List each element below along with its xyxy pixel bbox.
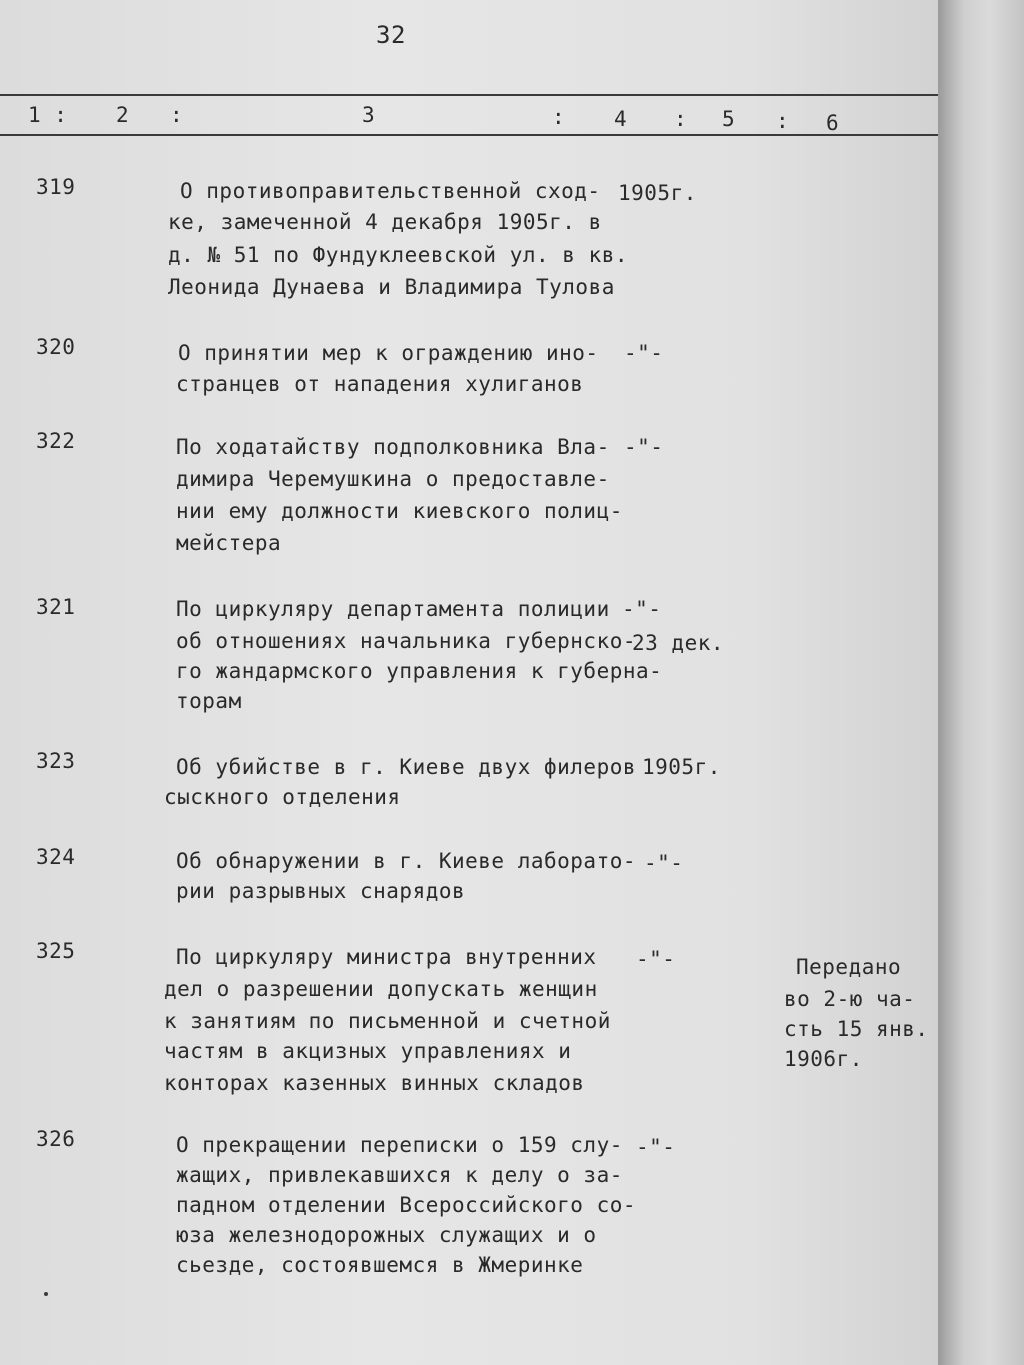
underlying-page-edge: [938, 0, 1024, 1365]
entry-number: 319: [36, 175, 76, 199]
entry-note-line: Передано: [796, 955, 902, 979]
entry-title-line: об отношениях начальника губернско-: [176, 629, 637, 653]
entry-date: -"-: [624, 341, 664, 365]
entry-title-line: падном отделении Всероссийского со-: [176, 1193, 637, 1217]
entry-date: 23 дек.: [632, 631, 725, 655]
entry-title-line: По циркуляру департамента полиции: [176, 597, 610, 621]
entry-title-line: торам: [176, 689, 242, 713]
entry-note-line: во 2-ю ча-: [784, 987, 916, 1011]
entry-title-line: По ходатайству подполковника Вла-: [176, 435, 610, 459]
entry-title-line: Об обнаружении в г. Киеве лаборато-: [176, 849, 637, 873]
column-header-2: 2: [116, 103, 130, 127]
column-separator: :: [674, 107, 688, 131]
entry-note-line: сть 15 янв.: [784, 1017, 929, 1041]
entry-title-line: к занятиям по письменной и счетной: [164, 1009, 611, 1033]
header-top-rule: [0, 94, 938, 96]
column-header-1: 1 :: [28, 103, 68, 127]
entry-title-line: сьезде, состоявшемся в Жмеринке: [176, 1253, 584, 1277]
entry-number: 324: [36, 845, 76, 869]
entry-title-line: сыскного отделения: [164, 785, 401, 809]
entry-title-line: Об убийстве в г. Киеве двух филеров: [176, 755, 637, 779]
column-header-5: 5: [722, 107, 736, 131]
header-bottom-rule: [0, 134, 938, 136]
column-separator: :: [170, 103, 184, 127]
entry-date: -"-: [636, 947, 676, 971]
entry-title-line: О противоправительственной сход-: [180, 179, 601, 203]
entry-number: 322: [36, 429, 76, 453]
entry-number: 326: [36, 1127, 76, 1151]
entry-title-line: ке, замеченной 4 декабря 1905г. в: [168, 210, 602, 234]
entry-title-line: го жандармского управления к губерна-: [176, 659, 663, 683]
entry-title-line: д. № 51 по Фундуклеевской ул. в кв.: [168, 243, 629, 267]
entry-date: 1905г.: [642, 755, 721, 779]
entry-title-line: конторах казенных винных складов: [164, 1071, 585, 1095]
entry-title-line: частям в акцизных управлениях и: [164, 1039, 572, 1063]
entry-title-line: рии разрывных снарядов: [176, 879, 466, 903]
entry-title-line: По циркуляру министра внутренних: [176, 945, 597, 969]
entry-number: 320: [36, 335, 76, 359]
entry-date: -"-: [624, 435, 664, 459]
entry-note-line: 1906г.: [784, 1047, 863, 1071]
entry-title-line: О принятии мер к ограждению ино-: [178, 341, 599, 365]
entry-number: 321: [36, 595, 76, 619]
entry-date: -"-: [636, 1135, 676, 1159]
entry-number: 325: [36, 939, 76, 963]
entry-date: -"-: [622, 597, 662, 621]
entry-title-line: странцев от нападения хулиганов: [176, 372, 584, 396]
entry-number: 323: [36, 749, 76, 773]
ink-speck: [44, 1292, 48, 1296]
entry-title-line: мейстера: [176, 531, 282, 555]
column-separator: :: [776, 109, 790, 133]
entry-title-line: жащих, привлекавшихся к делу о за-: [176, 1163, 623, 1187]
column-header-3: 3: [362, 103, 376, 127]
entry-title-line: юза железнодорожных служащих и о: [176, 1223, 597, 1247]
entry-title-line: О прекращении переписки о 159 слу-: [176, 1133, 623, 1157]
entry-date: 1905г.: [618, 181, 697, 205]
column-header-6: 6: [826, 111, 840, 135]
entry-title-line: Леонида Дунаева и Владимира Тулова: [168, 275, 615, 299]
entry-title-line: нии ему должности киевского полиц-: [176, 499, 623, 523]
entry-title-line: дел о разрешении допускать женщин: [164, 977, 598, 1001]
entry-title-line: димира Черемушкина о предоставле-: [176, 467, 610, 491]
column-header-4: 4: [614, 107, 628, 131]
column-separator: :: [552, 105, 566, 129]
entry-date: -"-: [644, 851, 684, 875]
page-number: 32: [376, 21, 406, 49]
